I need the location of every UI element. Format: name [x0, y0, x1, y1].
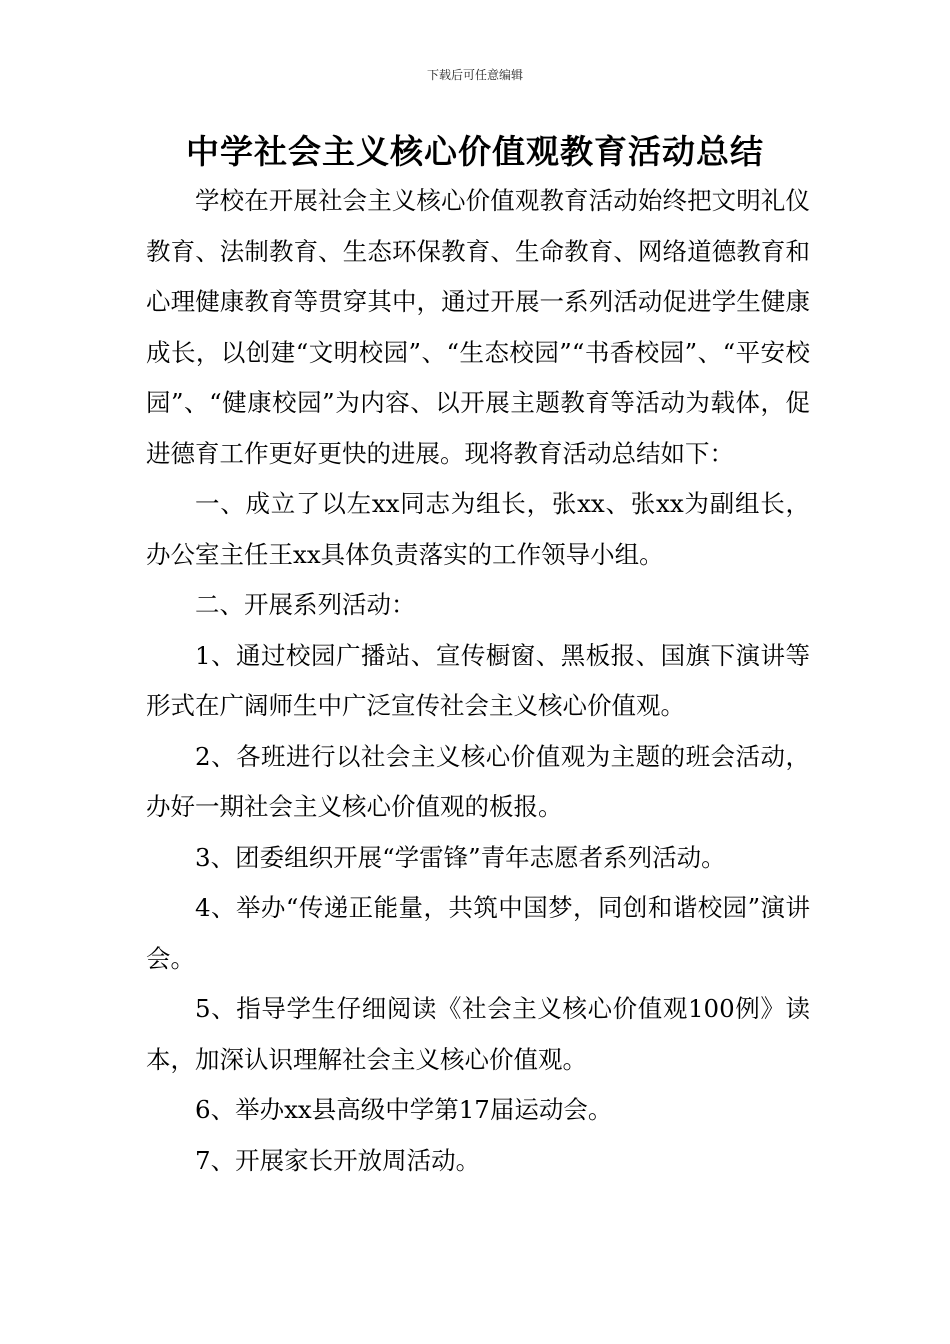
document-title: 中学社会主义核心价值观教育活动总结 — [186, 132, 764, 171]
list-item-3: 3、团委组织开展“学雷锋”青年志愿者系列活动。 — [195, 842, 726, 872]
list-item-2: 2、各班进行以社会主义核心价值观为主题的班会活动，办好一期社会主义核心价值观的板报。 — [146, 741, 810, 821]
list-item-4: 4、举办“传递正能量，共筑中国梦，同创和谐校园”演讲会。 — [146, 893, 810, 973]
list-item-5: 5、指导学生仔细阅读《社会主义核心价值观100例》读本，加深认识理解社会主义核心价值观。 — [146, 994, 810, 1074]
header-note: 下载后可任意编辑 — [426, 68, 523, 82]
list-item-7: 7、开展家长开放周活动。 — [195, 1145, 481, 1175]
list-item-1: 1、通过校园广播站、宣传橱窗、黑板报、国旗下演讲等形式在广阔师生中广泛宣传社会主义核心价值观。 — [146, 640, 810, 720]
paragraph-intro: 学校在开展社会主义核心价值观教育活动始终把文明礼仪教育、法制教育、生态环保教育、生命教育、网络道德教育和心理健康教育等贯穿其中，通过开展一系列活动促进学生健康成长，以创建“文明校园”、“生态校园”“书香校园”、“平安校园”、“健康校园”为内容、以开展主题教育等活动为载体，促进德育工作更好更快的进展。现将教育活动总结如下： — [146, 186, 810, 468]
list-item-6: 6、举办xx县高级中学第17届运动会。 — [195, 1095, 613, 1124]
document-body — [146, 176, 810, 1186]
paragraph-section-2: 二、开展系列活动： — [195, 590, 416, 619]
paragraph-section-1: 一、成立了以左xx同志为组长，张xx、张xx为副组长，办公室主任王xx具体负责落实的工作领导小组。 — [146, 489, 810, 569]
